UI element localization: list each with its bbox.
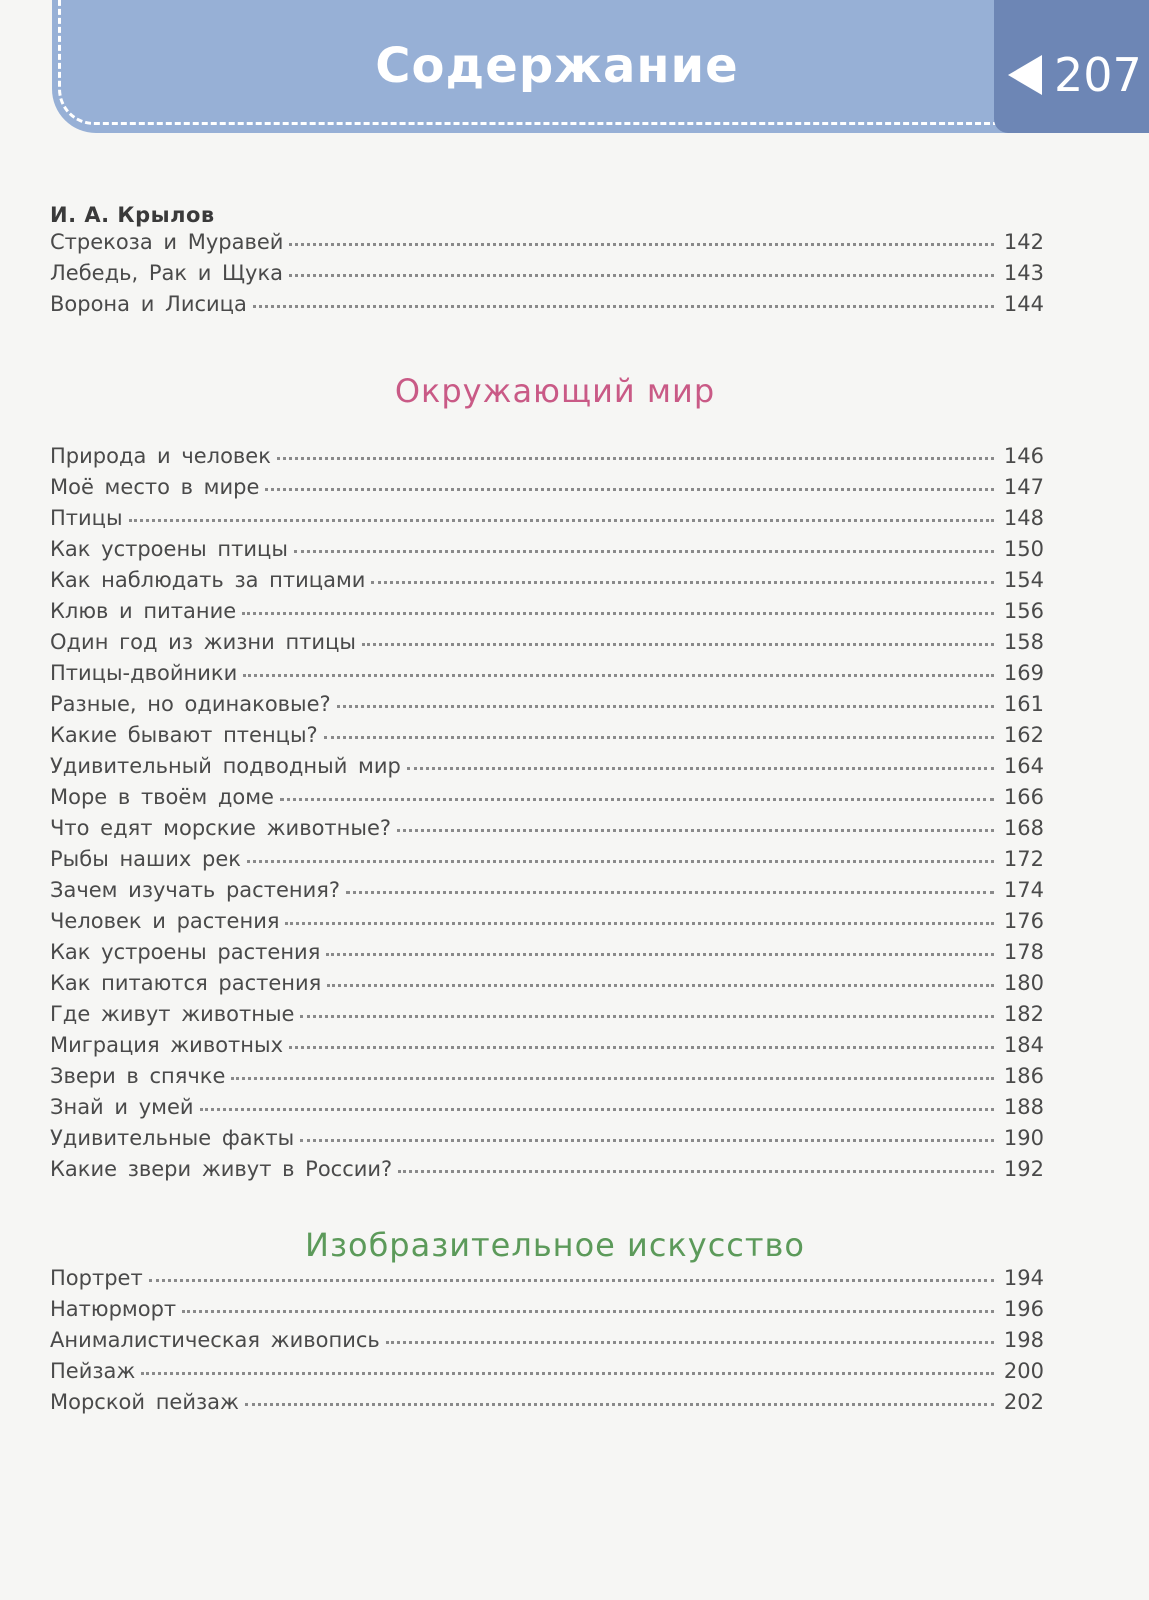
- toc-entry-title: Анималистическая живопись: [50, 1328, 380, 1352]
- toc-entry: [50, 444, 1044, 475]
- toc-entry-title: Рыбы наших рек: [50, 847, 241, 871]
- toc-entry: [50, 599, 1044, 630]
- toc-entry-page: 172: [1003, 847, 1044, 871]
- toc-entry-title: Птицы: [50, 506, 123, 530]
- toc-entry: [50, 506, 1044, 537]
- page-title: Содержание: [375, 38, 739, 94]
- dot-leader: [245, 1402, 994, 1406]
- toc-entry-page: 169: [1003, 661, 1044, 685]
- dot-leader: [407, 766, 994, 770]
- author-heading: И. А. Крылов: [50, 203, 215, 227]
- toc-entry: [50, 878, 1044, 909]
- toc-entry-page: 158: [1003, 630, 1044, 654]
- toc-entry-title: Как устроены птицы: [50, 537, 288, 561]
- toc-entry: [50, 754, 1044, 785]
- toc-entry-title: Морской пейзаж: [50, 1390, 239, 1414]
- toc-entry-page: 184: [1003, 1033, 1044, 1057]
- dot-leader: [231, 1076, 994, 1080]
- dot-leader: [200, 1107, 994, 1111]
- toc-entry-title: Натюрморт: [50, 1297, 177, 1321]
- toc-entry-page: 182: [1003, 1002, 1044, 1026]
- toc-entry: [50, 816, 1044, 847]
- dot-leader: [285, 921, 994, 925]
- toc-entry-page: 164: [1003, 754, 1044, 778]
- toc-entry-page: 168: [1003, 816, 1044, 840]
- toc-entry: [50, 292, 1044, 323]
- toc-entry-title: Какие бывают птенцы?: [50, 723, 318, 747]
- toc-author-list: [50, 230, 1044, 323]
- toc-entry: [50, 723, 1044, 754]
- toc-entry-title: Лебедь, Рак и Щука: [50, 261, 283, 285]
- toc-entry-page: 146: [1003, 444, 1044, 468]
- toc-entry: [50, 261, 1044, 292]
- toc-entry: [50, 568, 1044, 599]
- toc-entry-title: Как наблюдать за птицами: [50, 568, 366, 592]
- dot-leader: [289, 242, 994, 246]
- toc-entry-page: 174: [1003, 878, 1044, 902]
- dot-leader: [289, 1045, 994, 1049]
- toc-entry-title: Как устроены растения: [50, 940, 321, 964]
- toc-entry: [50, 1266, 1044, 1297]
- toc-entry: [50, 1297, 1044, 1328]
- toc-entry: [50, 661, 1044, 692]
- toc-entry-page: 142: [1003, 230, 1044, 254]
- toc-entry-page: 198: [1003, 1328, 1044, 1352]
- dot-leader: [397, 828, 994, 832]
- toc-entry-title: Какие звери живут в России?: [50, 1157, 393, 1181]
- toc-entry-title: Ворона и Лисица: [50, 292, 247, 316]
- toc-entry: [50, 1002, 1044, 1033]
- toc-entry-title: Стрекоза и Муравей: [50, 230, 284, 254]
- toc-entry-page: 178: [1003, 940, 1044, 964]
- toc-entry-title: Портрет: [50, 1266, 143, 1290]
- dot-leader: [324, 735, 994, 739]
- dot-leader: [289, 273, 994, 277]
- toc-entry-page: 161: [1003, 692, 1044, 716]
- toc-entry-title: Пейзаж: [50, 1359, 136, 1383]
- dot-leader: [398, 1169, 994, 1173]
- toc-entry: [50, 1064, 1044, 1095]
- toc-entry-page: 200: [1003, 1359, 1044, 1383]
- toc-entry-title: Моё место в мире: [50, 475, 260, 499]
- toc-entry-page: 180: [1003, 971, 1044, 995]
- dot-leader: [149, 1278, 994, 1282]
- dot-leader: [386, 1340, 994, 1344]
- toc-entry-page: 186: [1003, 1064, 1044, 1088]
- toc-entry: [50, 1126, 1044, 1157]
- toc-entry-page: 156: [1003, 599, 1044, 623]
- toc-entry-page: 162: [1003, 723, 1044, 747]
- toc-entry-page: 196: [1003, 1297, 1044, 1321]
- toc-entry: [50, 692, 1044, 723]
- toc-entry-page: 143: [1003, 261, 1044, 285]
- toc-entry-page: 150: [1003, 537, 1044, 561]
- toc-entry-page: 188: [1003, 1095, 1044, 1119]
- dot-leader: [253, 304, 994, 308]
- toc-entry-page: 166: [1003, 785, 1044, 809]
- toc-entry-page: 144: [1003, 292, 1044, 316]
- toc-entry-title: Миграция животных: [50, 1033, 284, 1057]
- toc-entry-title: Что едят морские животные?: [50, 816, 392, 840]
- toc-entry-title: Человек и растения: [50, 909, 280, 933]
- toc-entry-title: Удивительный подводный мир: [50, 754, 401, 778]
- toc-entry: [50, 1390, 1044, 1421]
- dot-leader: [280, 797, 994, 801]
- toc-entry: [50, 909, 1044, 940]
- toc-entry: [50, 1033, 1044, 1064]
- dot-leader: [294, 549, 994, 553]
- dot-leader: [129, 518, 994, 522]
- toc-entry-page: 148: [1003, 506, 1044, 530]
- toc-entry-title: Где живут животные: [50, 1002, 295, 1026]
- toc-entry: [50, 475, 1044, 506]
- toc-entry-title: Природа и человек: [50, 444, 271, 468]
- dot-leader: [337, 704, 994, 708]
- toc-entry-title: Звери в спячке: [50, 1064, 226, 1088]
- toc-entry-title: Как питаются растения: [50, 971, 322, 995]
- toc-entry-page: 154: [1003, 568, 1044, 592]
- toc-entry-title: Клюв и питание: [50, 599, 237, 623]
- toc-entry-page: 194: [1003, 1266, 1044, 1290]
- dot-leader: [277, 456, 994, 460]
- triangle-left-icon: [1008, 55, 1042, 95]
- dot-leader: [300, 1138, 994, 1142]
- toc-entry-page: 147: [1003, 475, 1044, 499]
- toc-entry: [50, 1359, 1044, 1390]
- dot-leader: [300, 1014, 994, 1018]
- toc-entry-title: Знай и умей: [50, 1095, 194, 1119]
- toc-entry-title: Птицы-двойники: [50, 661, 238, 685]
- toc-entry: [50, 971, 1044, 1002]
- toc-world-list: [50, 444, 1044, 1188]
- toc-entry-title: Зачем изучать растения?: [50, 878, 341, 902]
- toc-entry: [50, 537, 1044, 568]
- dot-leader: [371, 580, 994, 584]
- dot-leader: [243, 673, 994, 677]
- section-title-world: Окружающий мир: [394, 372, 716, 410]
- toc-entry-page: 176: [1003, 909, 1044, 933]
- dot-leader: [326, 952, 994, 956]
- toc-entry-title: Разные, но одинаковые?: [50, 692, 331, 716]
- toc-entry-title: Удивительные факты: [50, 1126, 295, 1150]
- page-number: 207: [1054, 48, 1142, 102]
- dot-leader: [362, 642, 994, 646]
- toc-entry-page: 190: [1003, 1126, 1044, 1150]
- dot-leader: [327, 983, 994, 987]
- toc-entry: [50, 785, 1044, 816]
- toc-entry-title: Один год из жизни птицы: [50, 630, 356, 654]
- toc-entry-page: 192: [1003, 1157, 1044, 1181]
- dot-leader: [141, 1371, 994, 1375]
- section-title-art: Изобразительное искусство: [305, 1226, 805, 1264]
- toc-entry: [50, 940, 1044, 971]
- toc-entry: [50, 630, 1044, 661]
- toc-entry: [50, 1095, 1044, 1126]
- toc-art-list: [50, 1266, 1044, 1421]
- toc-entry-title: Море в твоём доме: [50, 785, 274, 809]
- toc-entry: [50, 1157, 1044, 1188]
- dot-leader: [265, 487, 994, 491]
- dot-leader: [242, 611, 994, 615]
- toc-entry-page: 202: [1003, 1390, 1044, 1414]
- dot-leader: [346, 890, 994, 894]
- dot-leader: [182, 1309, 994, 1313]
- toc-entry: [50, 1328, 1044, 1359]
- dot-leader: [247, 859, 994, 863]
- toc-entry: [50, 847, 1044, 878]
- toc-entry: [50, 230, 1044, 261]
